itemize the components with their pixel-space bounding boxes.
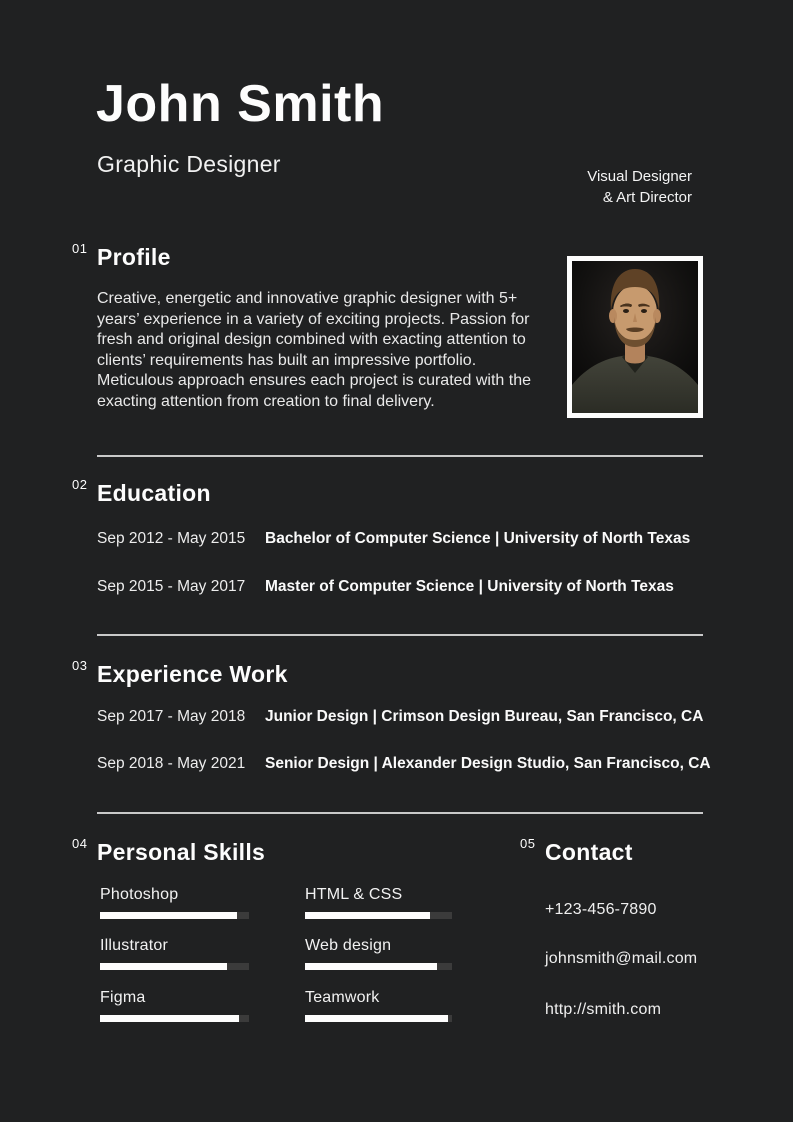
section-divider [97,634,703,636]
tagline-line-1: Visual Designer [587,168,692,185]
section-heading-experience: Experience Work [97,661,288,687]
section-number-contact: 05 [520,836,536,851]
contact-phone: +123-456-7890 [545,901,657,918]
skill-bar-track [305,1015,452,1022]
section-divider [97,455,703,457]
section-number-experience: 03 [72,658,88,673]
skill-bar-fill [305,963,437,970]
skill-item [305,937,452,970]
skill-label: Figma [100,989,146,1006]
skill-label: Illustrator [100,937,168,954]
section-divider [97,812,703,814]
skill-bar-fill [100,1015,239,1022]
contact-website: http://smith.com [545,1001,662,1018]
experience-description: Senior Design | Alexander Design Studio, San Francisco, CA [265,755,711,772]
section-number-profile: 01 [72,241,88,256]
skill-bar-fill [305,1015,448,1022]
section-number-education: 02 [72,477,88,492]
section-heading-profile: Profile [97,244,171,270]
tagline-line-2: & Art Director [602,189,692,206]
portrait-illustration [572,261,698,413]
tagline [587,166,692,208]
skill-bar-track [305,963,452,970]
education-dates: Sep 2015 - May 2017 [97,578,246,595]
education-row [97,578,674,596]
skill-label: Photoshop [100,886,179,903]
person-job-title: Graphic Designer [97,151,281,177]
skill-bar-track [305,912,452,919]
education-row [97,530,690,548]
person-name: John Smith [96,75,385,133]
education-dates: Sep 2012 - May 2015 [97,530,246,547]
skill-label: HTML & CSS [305,886,403,903]
skill-bar-track [100,963,249,970]
experience-row [97,708,703,726]
section-heading-education: Education [97,480,211,506]
skill-bar-track [100,912,249,919]
contact-email: johnsmith@mail.com [545,950,698,967]
skill-label: Teamwork [305,989,380,1006]
skill-item [100,886,249,919]
skill-item [305,989,452,1022]
experience-dates: Sep 2018 - May 2021 [97,755,246,772]
skill-bar-fill [100,963,227,970]
skill-label: Web design [305,937,392,954]
education-description: Master of Computer Science | University of North Texas [265,578,674,595]
section-number-skills: 04 [72,836,88,851]
section-heading-contact: Contact [545,839,633,865]
skill-bar-fill [305,912,430,919]
skill-bar-track [100,1015,249,1022]
section-heading-skills: Personal Skills [97,839,266,865]
skill-bar-fill [100,912,237,919]
skill-item [100,989,249,1022]
experience-row [97,755,711,773]
skill-item [305,886,452,919]
experience-dates: Sep 2017 - May 2018 [97,708,246,725]
profile-text: Creative, energetic and innovative graphic designer with 5+ years’ experience in a variety of exciting projects. Passion for fresh and original design combined with exacting attention to clients’ requirements has built an impressive portfolio. Meticulous approach ensures each project is curated with the exacting attention from creation to final delivery. [97,290,532,410]
education-description: Bachelor of Computer Science | University of North Texas [265,530,691,547]
skill-item [100,937,249,970]
profile-photo [567,256,703,418]
experience-description: Junior Design | Crimson Design Bureau, San Francisco, CA [265,708,704,725]
